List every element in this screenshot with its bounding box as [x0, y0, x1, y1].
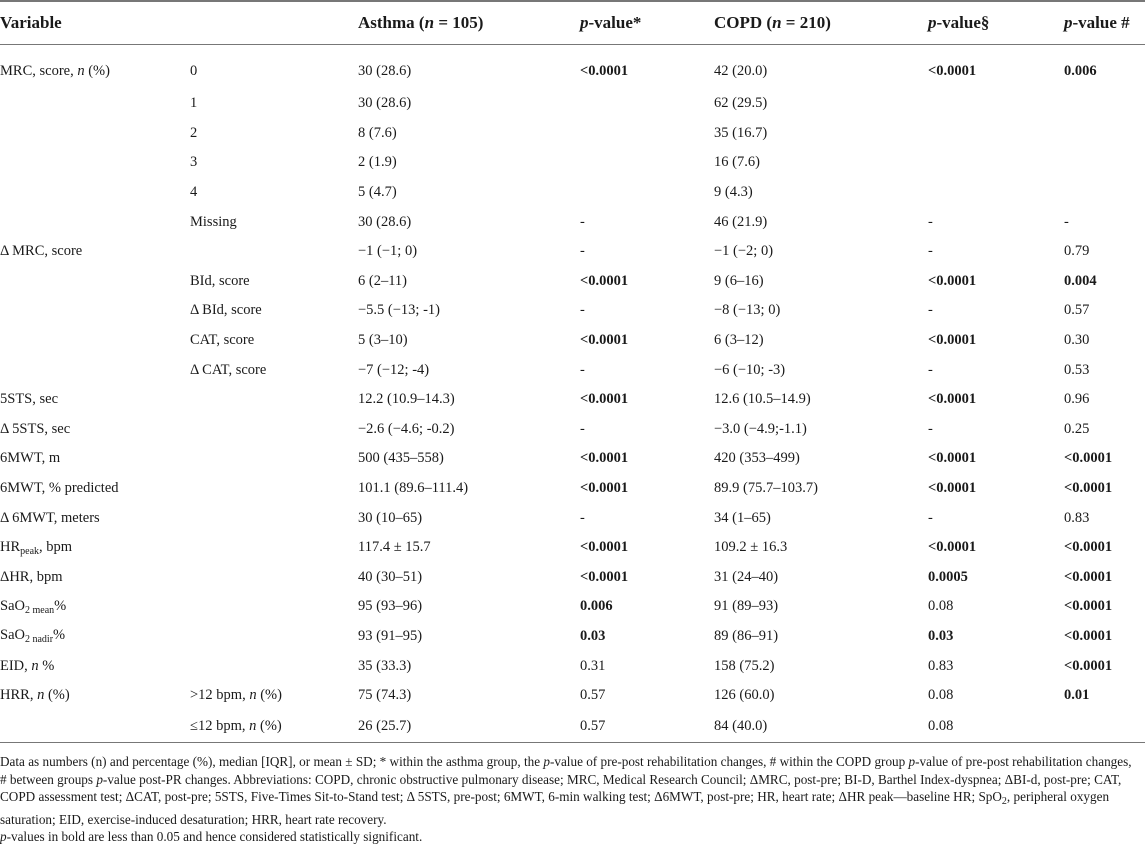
pvalue-asthma-cell: -: [580, 361, 585, 378]
table-footnote: [0, 753, 1140, 846]
copd-value-cell: 9 (4.3): [714, 184, 753, 201]
pvalue-between-cell: <0.0001: [1064, 450, 1113, 467]
variable-cell: [0, 355, 190, 385]
subcategory-cell: [190, 533, 358, 563]
copd-value-cell: 89.9 (75.7–103.7): [714, 480, 818, 497]
asthma-value-cell: 5 (3–10): [358, 332, 408, 349]
header-pvalue-asthma: p-value*: [580, 1, 714, 45]
variable-cell: HRR, n (%): [0, 687, 70, 704]
copd-value-cell: 9 (6–16): [714, 272, 764, 289]
variable-cell: 6MWT, % predicted: [0, 480, 119, 497]
asthma-value-cell: 5 (4.7): [358, 184, 397, 201]
header-pvalue-between: p-value #: [1064, 1, 1145, 45]
copd-value-cell: −1 (−2; 0): [714, 243, 774, 260]
table-row: [0, 710, 1145, 743]
pvalue-asthma-cell: <0.0001: [580, 450, 629, 467]
asthma-value-cell: 30 (28.6): [358, 95, 412, 112]
subcategory-cell: Δ CAT, score: [190, 361, 267, 378]
subcategory-cell: [190, 385, 358, 415]
copd-value-cell: 62 (29.5): [714, 95, 768, 112]
subcategory-cell: ≤12 bpm, n (%): [190, 710, 358, 743]
table-row: [0, 385, 1145, 415]
subcategory-cell: 1: [190, 95, 198, 112]
pvalue-asthma-cell: <0.0001: [580, 568, 629, 585]
pvalue-between-cell: 0.25: [1064, 420, 1090, 437]
pvalue-copd-cell: -: [928, 420, 933, 437]
copd-value-cell: 6 (3–12): [714, 332, 764, 349]
copd-value-cell: −6 (−10; -3): [714, 361, 786, 378]
variable-cell: [0, 207, 190, 237]
copd-value-cell: 109.2 ± 16.3: [714, 539, 788, 556]
pvalue-copd-cell: [928, 89, 1064, 119]
subcategory-cell: [190, 237, 358, 267]
pvalue-copd-cell: -: [928, 509, 933, 526]
variable-cell: Δ 5STS, sec: [0, 420, 71, 437]
pvalue-between-cell: [1064, 119, 1145, 149]
copd-value-cell: 42 (20.0): [714, 62, 768, 79]
pvalue-between-cell: 0.01: [1064, 687, 1090, 704]
variable-cell: [0, 296, 190, 326]
pvalue-asthma-cell: <0.0001: [580, 272, 629, 289]
pvalue-between-cell: 0.79: [1064, 243, 1090, 260]
variable-cell: EID, n %: [0, 657, 55, 674]
pvalue-copd-cell: <0.0001: [928, 62, 977, 79]
table-row: [0, 563, 1145, 593]
subcategory-cell: [190, 474, 358, 504]
subcategory-cell: >12 bpm, n (%): [190, 687, 282, 704]
pvalue-between-cell: <0.0001: [1064, 627, 1113, 644]
copd-value-cell: 31 (24–40): [714, 568, 779, 585]
asthma-value-cell: 93 (91–95): [358, 627, 423, 644]
subcategory-cell: [190, 444, 358, 474]
variable-cell: Δ 6MWT, meters: [0, 509, 100, 526]
pvalue-asthma-cell: [580, 148, 714, 178]
table-row: [0, 415, 1145, 445]
footnote-abbreviations: Data as numbers (n) and percentage (%), median [IQR], or mean ± SD; * within the asthma group, the p-value of pre-post rehabilitation changes, # within the COPD group p-value of pre-post rehabilitation changes, # between groups p-value post-PR changes. Abbreviations: COPD, chronic obstructive pulmonary disease; MRC, Medical Research Council; ΔMRC, post-pre; BI-D, Barthel Index-dyspnea; ΔBI-d, post-pre; CAT, COPD assessment test; ΔCAT, post-pre; 5STS, Five-Times Sit-to-Stand test; Δ 5STS, pre-post; 6MWT, 6-min walking test; Δ6MWT, post-pre; HR, heart rate; ΔHR peak—baseline HR; SpO$_2$, peripheral oxygen saturation; EID, exercise-induced desaturation; HRR, heart rate recovery.: [0, 754, 1132, 827]
copd-value-cell: 16 (7.6): [714, 154, 760, 171]
table-row: [0, 119, 1145, 149]
pvalue-copd-cell: [928, 148, 1064, 178]
asthma-value-cell: 8 (7.6): [358, 124, 397, 141]
pvalue-asthma-cell: [580, 178, 714, 208]
variable-cell: [0, 267, 190, 297]
variable-cell: 6MWT, m: [0, 450, 61, 467]
table-row: [0, 148, 1145, 178]
pvalue-asthma-cell: -: [580, 243, 585, 260]
pvalue-between-cell: 0.30: [1064, 332, 1090, 349]
subcategory-cell: BId, score: [190, 272, 250, 289]
pvalue-between-cell: <0.0001: [1064, 657, 1113, 674]
asthma-value-cell: 12.2 (10.9–14.3): [358, 391, 455, 408]
table-row: [0, 326, 1145, 356]
variable-cell: SaO$_{2 nadir}$%: [0, 627, 66, 646]
pvalue-copd-cell: -: [928, 302, 933, 319]
asthma-value-cell: 117.4 ± 15.7: [358, 539, 431, 556]
pvalue-between-cell: <0.0001: [1064, 598, 1113, 615]
asthma-value-cell: 30 (10–65): [358, 509, 423, 526]
copd-value-cell: 34 (1–65): [714, 509, 771, 526]
pvalue-asthma-cell: -: [580, 302, 585, 319]
table-row: [0, 474, 1145, 504]
subcategory-cell: 4: [190, 184, 198, 201]
variable-cell: [0, 89, 190, 119]
pvalue-copd-cell: 0.0005: [928, 568, 968, 585]
copd-value-cell: −3.0 (−4.9;-1.1): [714, 420, 807, 437]
asthma-value-cell: 500 (435–558): [358, 450, 444, 467]
copd-value-cell: 158 (75.2): [714, 657, 775, 674]
table-row: [0, 681, 1145, 711]
header-copd: COPD (n = 210): [714, 1, 928, 45]
variable-cell: SaO$_{2 mean}$%: [0, 597, 67, 616]
asthma-value-cell: 101.1 (89.6–111.4): [358, 480, 469, 497]
table-row: [0, 355, 1145, 385]
copd-value-cell: 84 (40.0): [714, 710, 928, 743]
subcategory-cell: [190, 622, 358, 652]
pvalue-asthma-cell: [580, 89, 714, 119]
pvalue-copd-cell: -: [928, 213, 933, 230]
subcategory-cell: [190, 651, 358, 681]
pvalue-copd-cell: <0.0001: [928, 480, 977, 497]
subcategory-cell: [190, 503, 358, 533]
pvalue-copd-cell: <0.0001: [928, 539, 977, 556]
pvalue-asthma-cell: 0.006: [580, 598, 613, 615]
subcategory-cell: 0: [190, 62, 198, 79]
table-row: [0, 444, 1145, 474]
pvalue-asthma-cell: <0.0001: [580, 62, 629, 79]
pvalue-between-cell: 0.004: [1064, 272, 1097, 289]
variable-cell: MRC, score, n (%): [0, 62, 110, 79]
footnote-significance: p-values in bold are less than 0.05 and hence considered statistically significant.: [0, 829, 423, 844]
table-row: [0, 296, 1145, 326]
pvalue-between-cell: 0.57: [1064, 302, 1090, 319]
pvalue-between-cell: <0.0001: [1064, 568, 1113, 585]
pvalue-asthma-cell: [580, 119, 714, 149]
pvalue-between-cell: [1064, 710, 1145, 743]
header-pvalue-copd: p-value§: [928, 1, 1064, 45]
pvalue-copd-cell: <0.0001: [928, 391, 977, 408]
pvalue-copd-cell: <0.0001: [928, 332, 977, 349]
subcategory-cell: [190, 563, 358, 593]
table-row: [0, 622, 1145, 652]
pvalue-asthma-cell: <0.0001: [580, 391, 629, 408]
variable-cell: [0, 119, 190, 149]
pvalue-between-cell: <0.0001: [1064, 539, 1113, 556]
subcategory-cell: 3: [190, 154, 198, 171]
pvalue-copd-cell: 0.08: [928, 598, 954, 615]
pvalue-asthma-cell: <0.0001: [580, 539, 629, 556]
table-row: [0, 651, 1145, 681]
copd-value-cell: 35 (16.7): [714, 124, 768, 141]
table-row: [0, 207, 1145, 237]
pvalue-between-cell: [1064, 89, 1145, 119]
table-row: [0, 237, 1145, 267]
asthma-value-cell: 30 (28.6): [358, 213, 412, 230]
asthma-value-cell: −7 (−12; -4): [358, 361, 430, 378]
pvalue-asthma-cell: -: [580, 213, 585, 230]
variable-cell: Δ MRC, score: [0, 243, 83, 260]
table-row: [0, 89, 1145, 119]
pvalue-between-cell: [1064, 148, 1145, 178]
asthma-value-cell: 6 (2–11): [358, 272, 407, 289]
pvalue-copd-cell: <0.0001: [928, 272, 977, 289]
pvalue-asthma-cell: <0.0001: [580, 480, 629, 497]
pvalue-copd-cell: -: [928, 361, 933, 378]
table-row: [0, 45, 1145, 90]
pvalue-between-cell: 0.96: [1064, 391, 1090, 408]
copd-value-cell: −8 (−13; 0): [714, 302, 781, 319]
pvalue-between-cell: 0.53: [1064, 361, 1090, 378]
asthma-value-cell: 26 (25.7): [358, 710, 580, 743]
pvalue-asthma-cell: 0.57: [580, 687, 606, 704]
pvalue-copd-cell: 0.83: [928, 657, 954, 674]
variable-cell: [0, 148, 190, 178]
copd-value-cell: 126 (60.0): [714, 687, 775, 704]
pvalue-copd-cell: <0.0001: [928, 450, 977, 467]
pvalue-between-cell: 0.006: [1064, 62, 1097, 79]
variable-cell: $HR_{peak}$, bpm: [0, 538, 73, 557]
table-row: [0, 267, 1145, 297]
pvalue-copd-cell: -: [928, 243, 933, 260]
header-row: [0, 1, 1145, 45]
pvalue-asthma-cell: <0.0001: [580, 332, 629, 349]
header-blank: [190, 1, 358, 45]
header-variable: Variable: [0, 1, 190, 45]
subcategory-cell: [190, 415, 358, 445]
pvalue-asthma-cell: 0.03: [580, 627, 606, 644]
pvalue-copd-cell: 0.08: [928, 687, 954, 704]
subcategory-cell: Missing: [190, 213, 237, 230]
asthma-value-cell: 35 (33.3): [358, 657, 412, 674]
pvalue-between-cell: <0.0001: [1064, 480, 1113, 497]
copd-value-cell: 46 (21.9): [714, 213, 768, 230]
asthma-value-cell: 2 (1.9): [358, 154, 397, 171]
subcategory-cell: Δ BId, score: [190, 302, 262, 319]
asthma-value-cell: 40 (30–51): [358, 568, 423, 585]
pvalue-asthma-cell: -: [580, 420, 585, 437]
variable-cell: [0, 710, 190, 743]
table-row: [0, 592, 1145, 622]
copd-value-cell: 89 (86–91): [714, 627, 779, 644]
pvalue-copd-cell: 0.08: [928, 710, 1064, 743]
table-row: [0, 178, 1145, 208]
copd-value-cell: 12.6 (10.5–14.9): [714, 391, 811, 408]
pvalue-asthma-cell: 0.57: [580, 710, 714, 743]
pvalue-copd-cell: 0.03: [928, 627, 954, 644]
variable-cell: ΔHR, bpm: [0, 568, 63, 585]
subcategory-cell: 2: [190, 124, 198, 141]
asthma-value-cell: −5.5 (−13; -1): [358, 302, 440, 319]
asthma-value-cell: 75 (74.3): [358, 687, 412, 704]
asthma-value-cell: −2.6 (−4.6; -0.2): [358, 420, 455, 437]
asthma-value-cell: 30 (28.6): [358, 62, 412, 79]
pvalue-copd-cell: [928, 178, 1064, 208]
pvalue-asthma-cell: -: [580, 509, 585, 526]
copd-value-cell: 91 (89–93): [714, 598, 779, 615]
asthma-value-cell: −1 (−1; 0): [358, 243, 418, 260]
variable-cell: 5STS, sec: [0, 391, 58, 408]
header-asthma: Asthma (n = 105): [358, 1, 580, 45]
pvalue-between-cell: -: [1064, 213, 1069, 230]
subcategory-cell: CAT, score: [190, 332, 255, 349]
subcategory-cell: [190, 592, 358, 622]
pvalue-between-cell: 0.83: [1064, 509, 1090, 526]
table-row: [0, 503, 1145, 533]
variable-cell: [0, 326, 190, 356]
table-row: [0, 533, 1145, 563]
pvalue-between-cell: [1064, 178, 1145, 208]
asthma-value-cell: 95 (93–96): [358, 598, 423, 615]
pvalue-asthma-cell: 0.31: [580, 657, 606, 674]
variable-cell: [0, 178, 190, 208]
pvalue-copd-cell: [928, 119, 1064, 149]
copd-value-cell: 420 (353–499): [714, 450, 800, 467]
